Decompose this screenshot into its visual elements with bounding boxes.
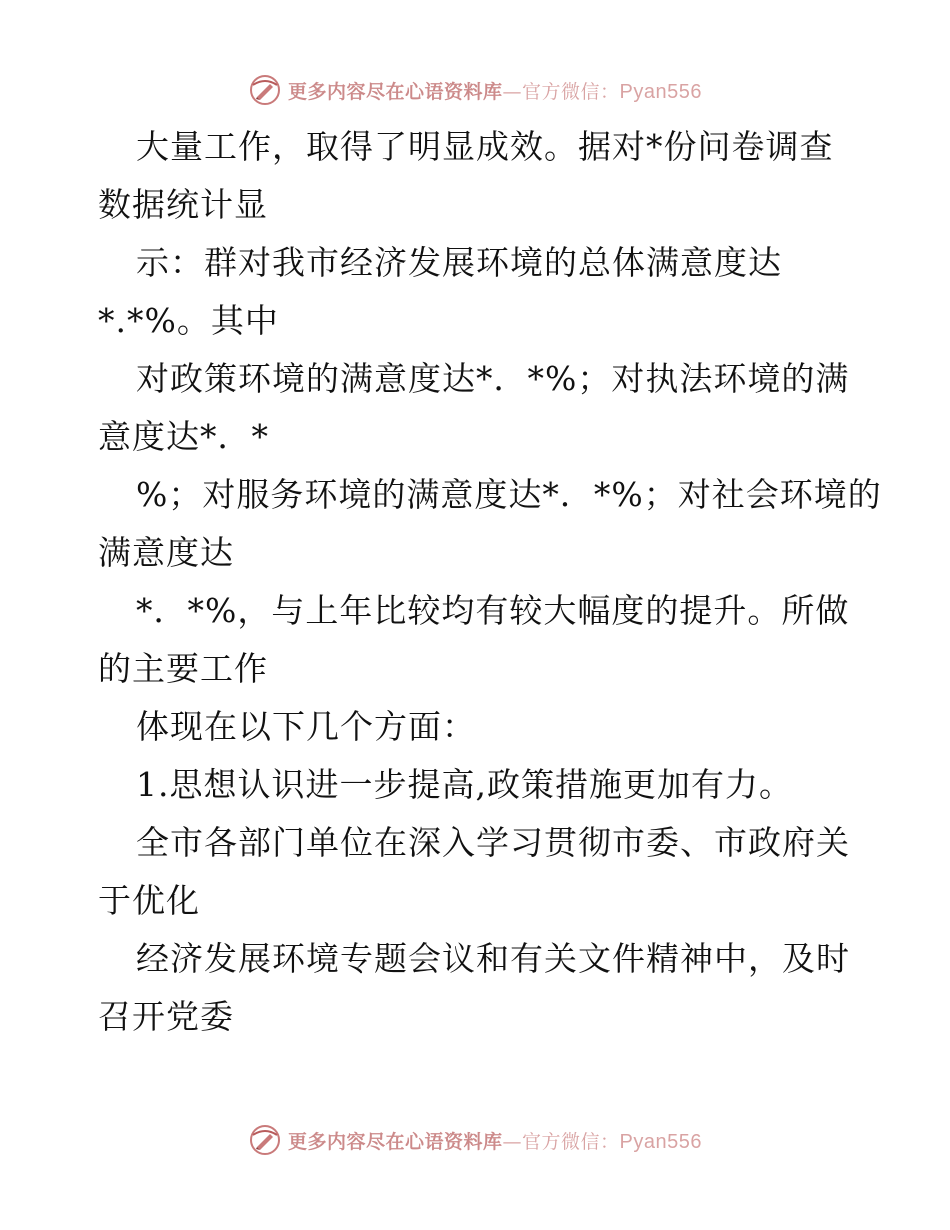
- watermark-part2: 官方微信：: [522, 80, 620, 103]
- text-line: 的主要工作: [98, 649, 268, 688]
- watermark-inner: [248, 73, 702, 107]
- watermark-dash: —: [502, 1130, 523, 1153]
- watermark-text: [288, 77, 702, 104]
- watermark-inner: [248, 1123, 702, 1157]
- text-line: %；对服务环境的满意度达*．*%；对社会环境的: [136, 475, 882, 514]
- text-line: *．*%，与上年比较均有较大幅度的提升。所做: [136, 591, 850, 630]
- pen-logo-icon: [248, 73, 282, 107]
- text-line: 意度达*．*: [98, 417, 269, 456]
- text-line: 体现在以下几个方面：: [136, 707, 476, 746]
- text-line: *.*%。其中: [98, 301, 279, 340]
- text-line: 对政策环境的满意度达*．*%；对执法环境的满: [136, 359, 850, 398]
- text-line: 召开党委: [98, 997, 234, 1036]
- watermark-part1: 更多内容尽在心语资料库: [288, 1130, 503, 1153]
- header-watermark: [0, 70, 950, 110]
- watermark-handle: Pyan556: [619, 1130, 702, 1153]
- text-line: 经济发展环境专题会议和有关文件精神中，及时: [136, 939, 850, 978]
- pen-logo-icon: [248, 1123, 282, 1157]
- text-line: 1.思想认识进一步提高,政策措施更加有力。: [136, 765, 793, 804]
- text-line: 于优化: [98, 881, 200, 920]
- watermark-part2: 官方微信：: [522, 1130, 620, 1153]
- watermark-part1: 更多内容尽在心语资料库: [288, 80, 503, 103]
- watermark-dash: —: [502, 80, 523, 103]
- watermark-text: [288, 1127, 702, 1154]
- text-line: 满意度达: [98, 533, 234, 572]
- text-line: 大量工作，取得了明显成效。据对*份问卷调查: [136, 127, 834, 166]
- watermark-handle: Pyan556: [619, 80, 702, 103]
- footer-watermark: [0, 1120, 950, 1160]
- document-body: [98, 118, 882, 1046]
- text-line: 示：群对我市经济发展环境的总体满意度达: [136, 243, 782, 282]
- text-line: 数据统计显: [98, 185, 268, 224]
- text-line: 全市各部门单位在深入学习贯彻市委、市政府关: [136, 823, 850, 862]
